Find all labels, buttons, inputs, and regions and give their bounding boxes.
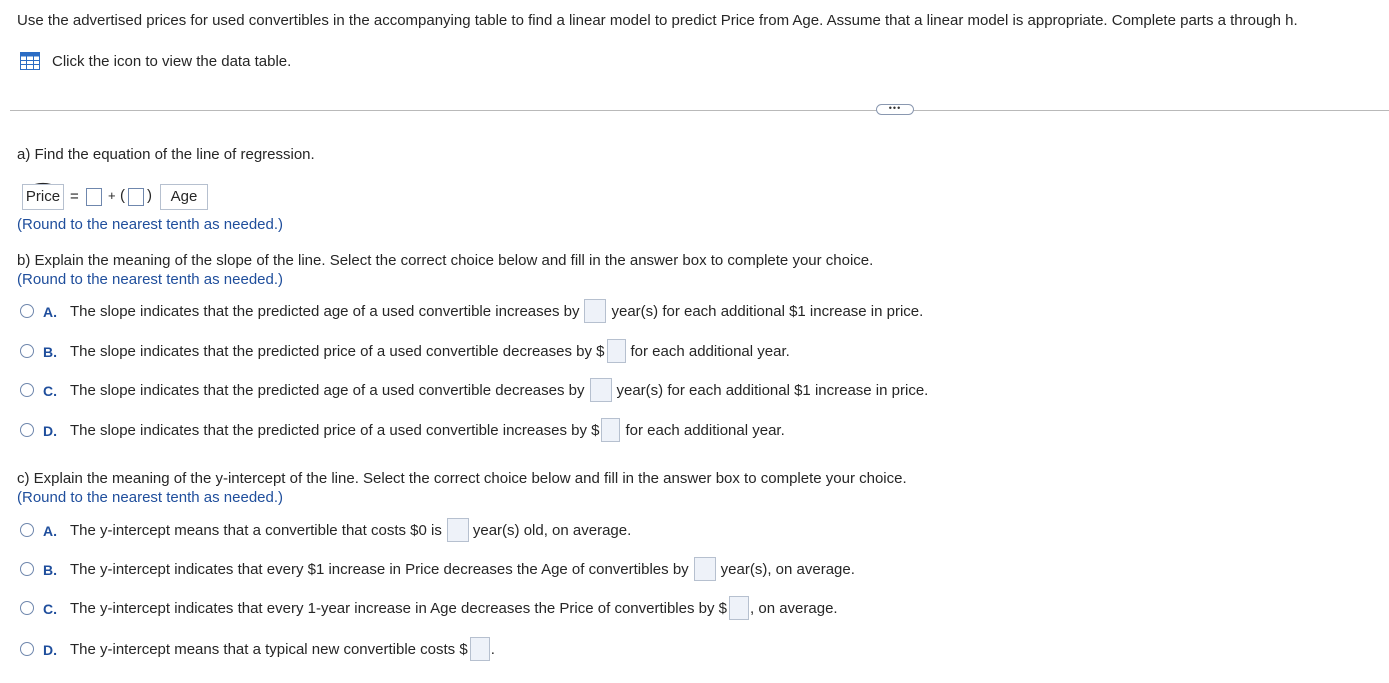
radio-button-icon[interactable] — [20, 344, 34, 358]
data-table-icon[interactable] — [20, 52, 40, 70]
answer-input[interactable] — [584, 299, 606, 323]
radio-button-icon[interactable] — [20, 523, 34, 537]
radio-button-icon[interactable] — [20, 642, 34, 656]
plus-sign: + — [108, 188, 116, 203]
option-text-after: year(s) for each additional $1 increase in price. — [611, 302, 924, 320]
part-c-option-c[interactable] — [70, 596, 838, 620]
option-text-after: year(s) old, on average. — [472, 521, 632, 539]
problem-statement: Use the advertised prices for used convertibles in the accompanying table to find a linear model to predict Price from Age. Assume that a linear model is appropriate. Complete parts a through h. — [17, 12, 1298, 29]
option-text: The y-intercept indicates that every 1-year increase in Age decreases the Price of convertibles by $ — [70, 599, 728, 617]
option-letter: D. — [43, 642, 57, 658]
answer-input[interactable] — [729, 596, 749, 620]
option-text-after: for each additional year. — [625, 421, 785, 439]
option-letter: A. — [43, 523, 57, 539]
option-text: The slope indicates that the predicted price of a used convertible decreases by $ — [70, 342, 605, 360]
answer-input[interactable] — [601, 418, 620, 442]
open-paren: ( — [120, 187, 125, 204]
answer-input[interactable] — [447, 518, 469, 542]
option-letter: C. — [43, 383, 57, 399]
slope-input[interactable] — [128, 188, 144, 206]
answer-input[interactable] — [470, 637, 490, 661]
answer-input[interactable] — [694, 557, 716, 581]
part-b-option-a[interactable] — [70, 299, 923, 323]
option-text: The slope indicates that the predicted age of a used convertible decreases by — [70, 381, 585, 399]
option-letter: C. — [43, 601, 57, 617]
answer-input[interactable] — [607, 339, 626, 363]
data-table-link-label[interactable]: Click the icon to view the data table. — [52, 52, 292, 70]
equals-sign: = — [70, 188, 79, 205]
part-c-option-a[interactable] — [70, 518, 631, 542]
radio-button-icon[interactable] — [20, 304, 34, 318]
price-label: Price — [25, 188, 61, 205]
option-letter: B. — [43, 562, 57, 578]
part-b-option-c[interactable] — [70, 378, 928, 402]
close-paren: ) — [147, 187, 152, 204]
radio-button-icon[interactable] — [20, 601, 34, 615]
option-letter: D. — [43, 423, 57, 439]
part-c-rounding-note: (Round to the nearest tenth as needed.) — [17, 489, 284, 506]
part-c-option-d[interactable] — [70, 637, 495, 661]
part-a-rounding-note: (Round to the nearest tenth as needed.) — [17, 216, 284, 233]
price-hat-label — [22, 184, 64, 210]
option-text-after: for each additional year. — [630, 342, 790, 360]
option-text: The y-intercept indicates that every $1 increase in Price decreases the Age of convertibles by — [70, 560, 689, 578]
part-a-question: a) Find the equation of the line of regression. — [17, 146, 315, 163]
more-options-button[interactable]: ••• — [876, 104, 914, 115]
option-text: The slope indicates that the predicted age of a used convertible increases by — [70, 302, 580, 320]
option-text: The slope indicates that the predicted price of a used convertible increases by $ — [70, 421, 600, 439]
option-text: The y-intercept means that a convertible that costs $0 is — [70, 521, 442, 539]
section-divider — [10, 110, 1389, 111]
age-label-box — [160, 184, 208, 210]
radio-button-icon[interactable] — [20, 562, 34, 576]
part-b-option-b[interactable] — [70, 339, 790, 363]
part-b-rounding-note: (Round to the nearest tenth as needed.) — [17, 271, 284, 288]
radio-button-icon[interactable] — [20, 423, 34, 437]
option-text-after: , on average. — [750, 599, 838, 617]
option-text: The y-intercept means that a typical new convertible costs $ — [70, 640, 468, 658]
answer-input[interactable] — [590, 378, 612, 402]
option-text-after: . — [490, 640, 495, 658]
part-c-question: c) Explain the meaning of the y-intercept of the line. Select the correct choice below and fill in the answer box to complete your choice. — [17, 470, 907, 487]
part-b-question: b) Explain the meaning of the slope of the line. Select the correct choice below and fill in the answer box to complete your choice. — [17, 252, 874, 269]
option-letter: A. — [43, 304, 57, 320]
part-c-option-b[interactable] — [70, 557, 855, 581]
age-label: Age — [170, 188, 198, 205]
part-b-option-d[interactable] — [70, 418, 785, 442]
intercept-input[interactable] — [86, 188, 102, 206]
option-text-after: year(s) for each additional $1 increase in price. — [616, 381, 929, 399]
radio-button-icon[interactable] — [20, 383, 34, 397]
data-table-link[interactable] — [20, 52, 291, 70]
option-letter: B. — [43, 344, 57, 360]
option-text-after: year(s), on average. — [720, 560, 855, 578]
